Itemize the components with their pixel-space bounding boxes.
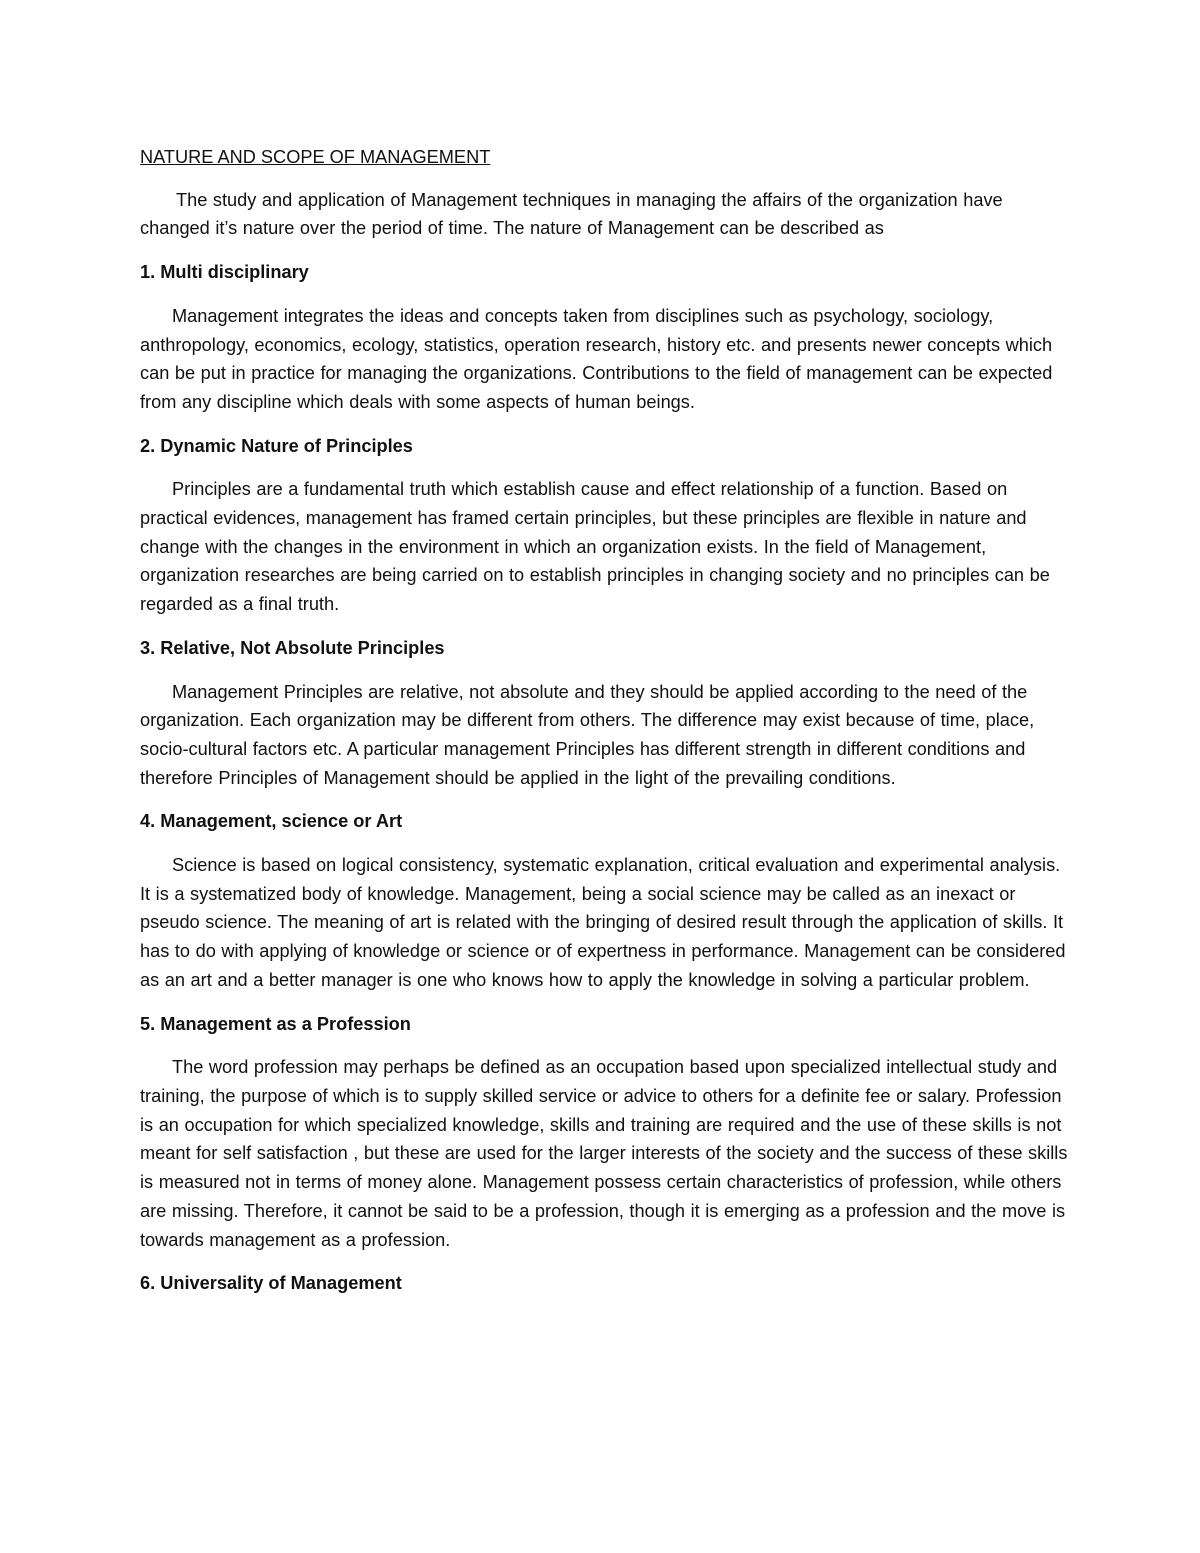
section-heading-science-or-art: 4. Management, science or Art <box>140 811 403 832</box>
section-heading-universality: 6. Universality of Management <box>140 1273 402 1294</box>
document-page <box>140 143 1068 1313</box>
section-heading-multi-disciplinary: 1. Multi disciplinary <box>140 262 309 283</box>
section-heading-profession: 5. Management as a Profession <box>140 1013 411 1034</box>
section-body-profession: The word profession may perhaps be defined as an occupation based upon specialized intellectual study and training, the purpose of which is to supply skilled service or advice to others for a definite fee or salary. Profession is an occupation for which specialized knowledge, skills and training are required and the use of these skills is not meant for self satisfaction , but these are used for the larger interests of the society and the success of these skills is measured not in terms of money alone. Management possess certain characteristics of profession, while others are missing. Therefore, it cannot be said to be a profession, though it is emerging as a profession and the move is towards management as a profession. <box>140 1057 1068 1250</box>
section-body-dynamic-nature: Principles are a fundamental truth which establish cause and effect relationship of a function. Based on practical evidences, management has framed certain principles, but these principles are flexible in nature and change with the changes in the environment in which an organization exists. In the field of Management, organization researches are being carried on to establish principles in changing society and no principles can be regarded as a final truth. <box>140 479 1050 615</box>
section-body-science-or-art: Science is based on logical consistency, systematic explanation, critical evaluation and experimental analysis. It is a systematized body of knowledge. Management, being a social science may be called as an inexact or pseudo science. The meaning of art is related with the bringing of desired result through the application of skills. It has to do with applying of knowledge or science or of expertness in performance. Management can be considered as an art and a better manager is one who knows how to apply the knowledge in solving a particular problem. <box>140 855 1066 990</box>
section-heading-relative-principles: 3. Relative, Not Absolute Principles <box>140 637 445 658</box>
section-body-relative-principles: Management Principles are relative, not absolute and they should be applied according to the need of the organization. Each organization may be different from others. The difference may exist because of time, place, socio-cultural factors etc. A particular management Principles has different strength in different conditions and therefore Principles of Management should be applied in the light of the prevailing conditions. <box>140 681 1035 788</box>
section-heading-dynamic-nature: 2. Dynamic Nature of Principles <box>140 435 413 456</box>
intro-paragraph: The study and application of Management techniques in managing the affairs of the organization have changed it’s nature over the period of time. The nature of Management can be described as <box>140 189 1003 239</box>
document-title: NATURE AND SCOPE OF MANAGEMENT <box>140 147 491 167</box>
section-body-multi-disciplinary: Management integrates the ideas and concepts taken from disciplines such as psychology, sociology, anthropology, economics, ecology, statistics, operation research, history etc. and presents newer concepts which can be put in practice for managing the organizations. Contributions to the field of management can be expected from any discipline which deals with some aspects of human beings. <box>140 305 1053 412</box>
